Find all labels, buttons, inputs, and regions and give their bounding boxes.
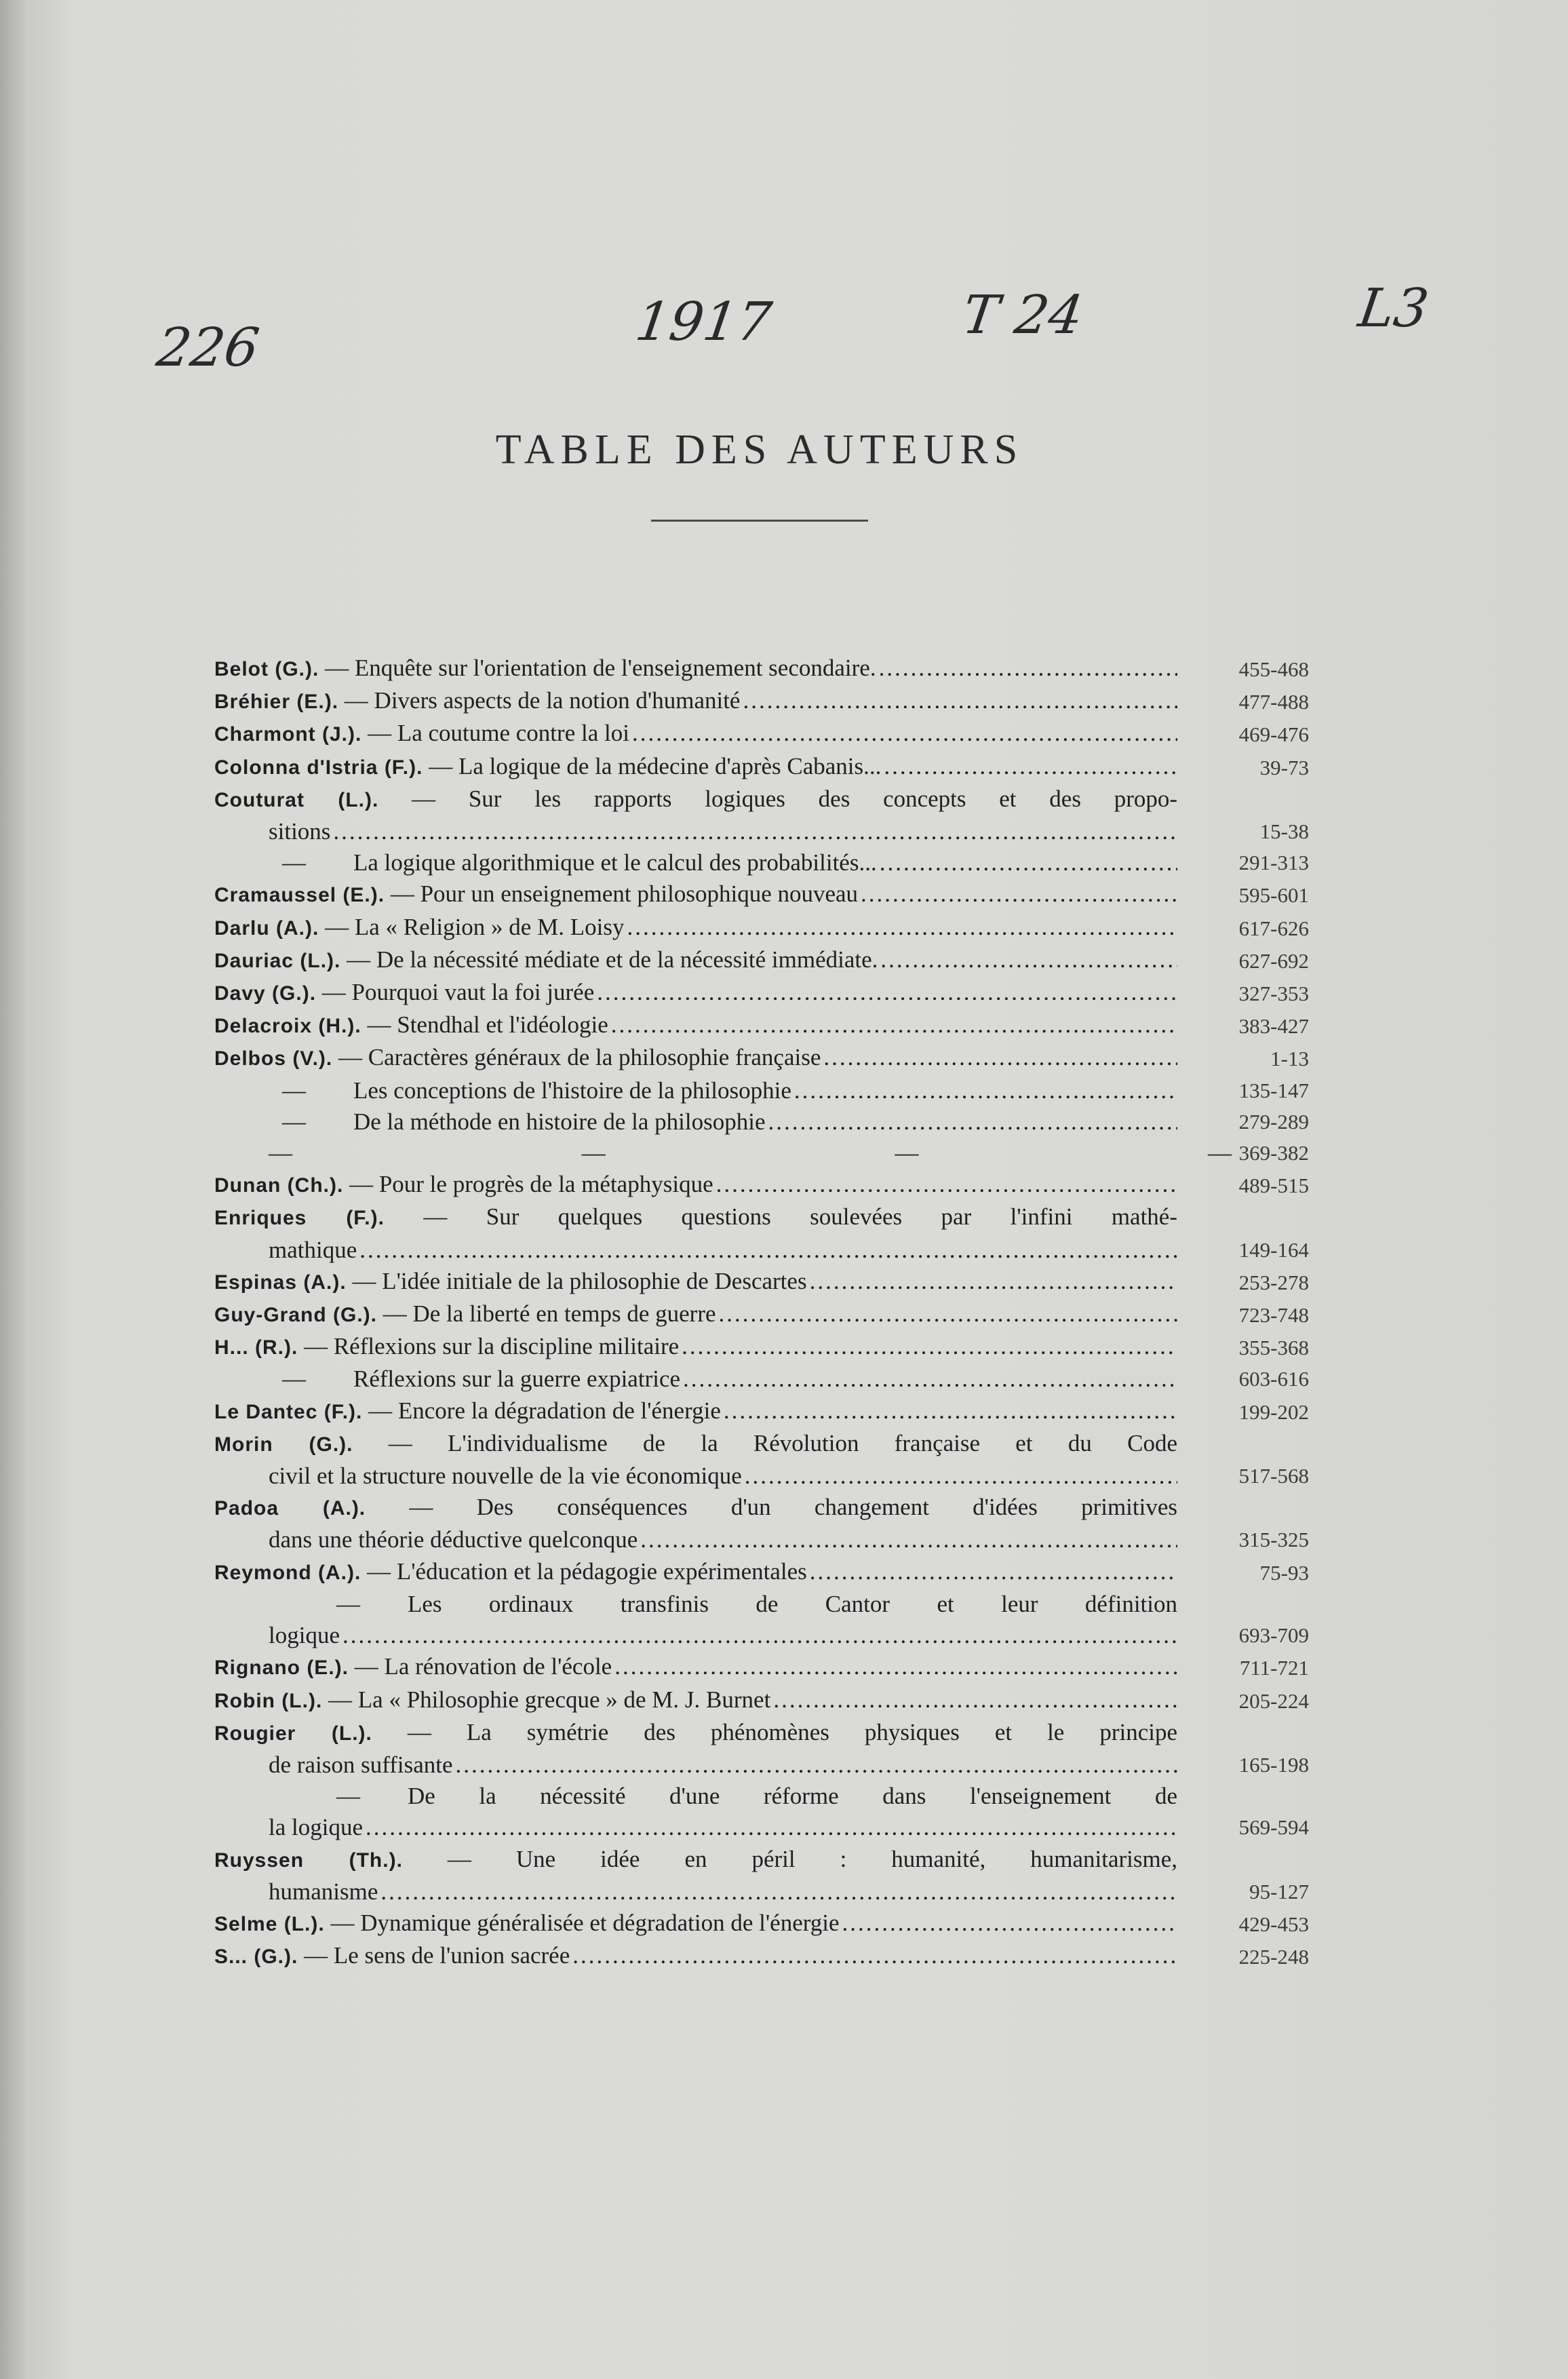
entry-text [282,1363,680,1395]
leader-dots [880,944,1177,975]
page-title: TABLE DES AUTEURS [495,427,1024,473]
leader-dots [682,1331,1177,1362]
entry-text [214,912,624,944]
author-name: Davy (G.). [214,982,317,1005]
entry-line [214,1266,1177,1298]
entry-line [214,1395,1177,1428]
article-title: — L'individualisme de la Révolution française et du Code [388,1429,1177,1456]
entry-text [336,1783,1177,1809]
author-name: Rougier (L.). [214,1722,372,1745]
entry-continuation [214,1461,1177,1492]
author-name: Espinas (A.). [214,1271,347,1294]
page-range: 383-427 [1238,1014,1309,1039]
ditto-dash: — [282,1108,306,1135]
index-entry [214,1556,1309,1589]
entry-line [214,653,1177,685]
entry-text [214,685,740,718]
leader-dots [627,912,1177,943]
author-name: Bréhier (E.). [214,691,339,714]
entry-text [214,1908,840,1940]
author-name: Delacroix (H.). [214,1015,361,1038]
entry-line [214,944,1177,977]
index-entry [214,1651,1309,1684]
entry-line [214,1042,1177,1075]
ditto-dash: — [282,1077,306,1104]
entry-text [282,1075,791,1106]
page-range: 199-202 [1238,1399,1309,1424]
entry-line [214,1169,1177,1201]
page-range: 149-164 [1238,1237,1309,1262]
article-title-cont: de raison suffisante [269,1751,453,1778]
author-name: Le Dantec (F.). [214,1400,363,1423]
article-title: — Réflexions sur la discipline militaire [304,1333,680,1360]
leader-dots [614,1651,1177,1682]
index-entry [214,1169,1309,1201]
article-title: — La « Philosophie grecque » de M. J. Burnet [328,1686,771,1713]
author-name: Delbos (V.). [214,1047,333,1070]
leader-dots [879,653,1177,684]
article-title-cont: sitions [269,818,331,845]
entry-text [214,1331,679,1363]
page-range: 39-73 [1259,755,1309,779]
index-entry [214,1042,1309,1075]
page-range: 165-198 [1238,1752,1309,1777]
leader-dots [380,1876,1177,1908]
leader-dots [842,1908,1177,1939]
index-entry [214,1717,1309,1781]
author-name: Robin (L.). [214,1689,323,1712]
page-range: 15-38 [1259,819,1309,844]
index-entry [214,653,1309,685]
page-range: 75-93 [1259,1560,1309,1585]
index-entry [214,1844,1309,1908]
entry-line [214,685,1177,718]
handwritten-note-left: 226 [153,317,263,379]
leader-dots [745,1461,1177,1492]
article-title-cont: dans une théorie déductive quelconque [269,1526,638,1553]
entry-line [214,1009,1177,1042]
article-title: — La coutume contre la loi [368,720,629,747]
entry-continuation [214,1812,1177,1843]
author-name: Dunan (Ch.). [214,1174,344,1197]
leader-dots [794,1075,1177,1106]
entry-text [214,1009,608,1042]
entry-line [214,1106,1177,1138]
article-title: — Caractères généraux de la philosophie française [338,1044,821,1071]
entry-line [214,1908,1177,1940]
entry-text [214,1651,612,1684]
entry-line [214,1363,1177,1395]
article-title: — De la nécessité médiate et de la nécessité immédiate. [347,946,878,973]
ditto-dash: — [336,1590,360,1617]
article-title: La logique algorithmique et le calcul des probabilités... [353,849,877,876]
entry-text [214,1494,1177,1520]
index-entry [214,847,1309,878]
leader-dots [724,1395,1177,1427]
article-title: — Pourquoi vaut la foi jurée [321,979,595,1006]
index-entry [214,1138,1309,1169]
handwritten-note-tome: T 24 [958,285,1087,346]
index-entry [214,1331,1309,1363]
index-entry [214,1363,1309,1395]
entry-line [214,1428,1177,1461]
entry-line [214,977,1177,1009]
leader-dots [342,1620,1177,1651]
page-range: 627-692 [1238,948,1309,973]
dash-row [214,1138,1232,1169]
leader-dots [768,1106,1177,1138]
page-range: 1-13 [1270,1047,1309,1071]
article-title-cont: civil et la structure nouvelle de la vie économique [269,1463,742,1490]
page-range: 369-382 [1238,1141,1309,1165]
entry-line [214,847,1177,878]
index-entry [214,878,1309,911]
entry-line [214,1844,1177,1876]
article-title: — Une idée en péril : humanité, humanitarisme, [447,1845,1177,1872]
entry-line [214,912,1177,944]
article-title: — Pour le progrès de la métaphysique [349,1171,713,1198]
index-entry [214,944,1309,977]
index-entry [214,1009,1309,1042]
ditto-dash: — [282,849,306,876]
article-title: — La rénovation de l'école [354,1653,612,1680]
author-name: Morin (G.). [214,1433,353,1456]
page-range: 253-278 [1238,1270,1309,1294]
page-range: 327-353 [1238,982,1309,1006]
leader-dots [716,1169,1177,1200]
page-range: 723-748 [1238,1303,1309,1328]
page-range: 603-616 [1238,1367,1309,1391]
index-entry [214,1908,1309,1940]
article-title-cont: humanisme [269,1878,378,1905]
author-name: Cramaussel (E.). [214,884,385,907]
ditto-dash: — [282,1366,306,1393]
entry-text [336,1591,1177,1617]
leader-dots [884,751,1177,782]
entry-text [214,1395,721,1428]
entry-text [214,1846,1177,1872]
article-title: — Pour un enseignement philosophique nouveau [390,881,859,908]
page-range: 455-468 [1238,657,1309,681]
page-range: 95-127 [1249,1879,1309,1903]
article-title-cont: mathique [269,1236,357,1263]
page-range: 711-721 [1239,1656,1309,1680]
leader-dots [359,1235,1177,1266]
entry-line [214,1589,1177,1620]
entry-continuation [214,1620,1177,1651]
page-range: 517-568 [1238,1464,1309,1488]
leader-dots [683,1363,1177,1395]
leader-dots [810,1556,1177,1587]
page-range: 489-515 [1238,1174,1309,1198]
index-entry [214,784,1309,847]
leader-dots [572,1940,1177,1971]
entry-line [214,1075,1177,1106]
index-entry [214,1075,1309,1106]
leader-dots [810,1266,1177,1297]
article-title: Les conceptions de l'histoire de la philosophie [353,1077,791,1104]
index-entry [214,685,1309,718]
entry-line [214,1940,1177,1973]
index-entry [214,1395,1309,1428]
author-name: Darlu (A.). [214,916,319,940]
article-title: — Divers aspects de la notion d'humanité [344,687,741,714]
page-range: 205-224 [1238,1688,1309,1713]
leader-dots [823,1042,1177,1073]
entry-text [214,653,876,685]
entry-text [214,1169,713,1201]
leader-dots [456,1749,1177,1781]
article-title: — Le sens de l'union sacrée [304,1942,570,1969]
entry-line [214,1331,1177,1363]
entry-text [214,1203,1177,1230]
author-name: Dauriac (L.). [214,949,341,972]
entry-line [214,1492,1177,1524]
entry-line [214,1298,1177,1331]
index-entry [214,1589,1309,1651]
ditto-dash: — [336,1783,360,1810]
entry-line [214,878,1177,911]
index-entry [214,1684,1309,1717]
index-entry [214,751,1309,784]
page-range: 693-709 [1238,1623,1309,1648]
article-title: — Encore la dégradation de l'énergie [368,1397,721,1424]
leader-dots [861,878,1177,910]
entry-text [214,1556,807,1589]
entry-text [214,751,881,784]
article-title: — Sur les rapports logiques des concepts et des propo- [412,785,1178,812]
article-title: — Dynamique généralisée et dégradation de l'énergie [330,1909,840,1936]
entry-text [214,977,594,1009]
page-range: 279-289 [1238,1109,1309,1134]
ditto-dash: — [581,1140,606,1167]
entry-text [214,1298,716,1331]
author-name: Reymond (A.). [214,1561,361,1584]
ditto-dash: — [895,1140,919,1167]
index-entry [214,977,1309,1009]
leader-dots [880,847,1177,878]
entry-line [214,1651,1177,1684]
title-rule [651,520,868,522]
entry-text [214,1042,821,1075]
article-title: — De la liberté en temps de guerre [383,1300,716,1328]
entry-line [214,718,1177,750]
ditto-dash: — [1207,1140,1232,1167]
author-name: Padoa (A.). [214,1497,366,1520]
article-title: — L'idée initiale de la philosophie de Descartes [352,1267,807,1294]
entry-line [214,751,1177,784]
page-range: 291-313 [1238,851,1309,875]
article-title: — Des conséquences d'un changement d'idées primitives [409,1494,1178,1521]
leader-dots [773,1684,1177,1716]
entry-text [214,878,858,911]
author-name: S... (G.). [214,1946,298,1969]
leader-dots [640,1524,1177,1555]
article-title-cont: logique [269,1622,340,1649]
entry-line [214,1684,1177,1717]
page-range: 469-476 [1238,722,1309,747]
leader-dots [632,718,1177,749]
entry-text [214,718,629,750]
author-name: H... (R.). [214,1336,298,1359]
article-title: — La « Religion » de M. Loisy [325,913,625,940]
author-name: Belot (G.). [214,658,319,680]
author-name: Guy-Grand (G.). [214,1304,377,1327]
page-range: 355-368 [1238,1336,1309,1360]
entry-text [282,1106,765,1138]
article-title: — La logique de la médecine d'après Cabanis... [429,752,882,779]
author-name: Selme (L.). [214,1912,325,1935]
leader-dots [743,685,1177,716]
entry-text [214,1719,1177,1745]
leader-dots [333,816,1177,847]
index-entry [214,1428,1309,1492]
leader-dots [366,1812,1177,1843]
entry-continuation [214,1749,1177,1781]
page-range: 429-453 [1238,1912,1309,1936]
author-name: Enriques (F.). [214,1207,385,1230]
leader-dots [597,977,1177,1008]
authors-index [214,653,1309,1973]
entry-continuation [214,1235,1177,1266]
entry-line [214,784,1177,816]
author-name: Ruyssen (Th.). [214,1849,403,1872]
page-range: 569-594 [1238,1815,1309,1840]
handwritten-note-right: L3 [1354,278,1432,339]
entry-text [214,944,878,977]
index-entry [214,1201,1309,1265]
article-title: — L'éducation et la pédagogie expérimentales [367,1558,807,1585]
article-title: Réflexions sur la guerre expiatrice [353,1366,681,1393]
entry-line [214,1781,1177,1812]
leader-dots [719,1298,1177,1330]
leader-dots [611,1009,1177,1041]
page-range: 135-147 [1238,1078,1309,1102]
page-range: 225-248 [1238,1945,1309,1969]
entry-text [214,786,1177,812]
entry-line [214,1556,1177,1589]
author-name: Couturat (L.). [214,788,379,811]
page-range: 315-325 [1238,1528,1309,1552]
index-entry [214,912,1309,944]
page-range: 595-601 [1238,883,1309,908]
index-entry [214,1106,1309,1138]
entry-text [214,1430,1177,1456]
article-title: — Sur quelques questions soulevées par l'infini mathé- [423,1203,1177,1231]
author-name: Charmont (J.). [214,723,362,746]
index-entry [214,1781,1309,1843]
article-title: De la méthode en histoire de la philosophie [353,1108,766,1135]
article-title: — Stendhal et l'idéologie [367,1011,608,1039]
entry-continuation [214,816,1177,847]
entry-line [214,1717,1177,1749]
page-range: 617-626 [1238,916,1309,940]
index-entry [214,1298,1309,1331]
article-title: — La symétrie des phénomènes physiques et le principe [407,1718,1178,1745]
handwritten-note-year: 1917 [631,292,775,353]
index-entry [214,1940,1309,1973]
entry-text [214,1266,807,1298]
article-title-cont: la logique [269,1814,363,1841]
index-entry [214,1266,1309,1298]
page-range: 477-488 [1238,690,1309,714]
index-entry [214,1492,1309,1555]
article-title: De la nécessité d'une réforme dans l'enseignement de [408,1783,1177,1810]
index-entry [214,718,1309,750]
article-title: — Enquête sur l'orientation de l'enseignement secondaire. [325,655,876,681]
entry-continuation [214,1524,1177,1555]
entry-text [214,1940,570,1973]
entry-text [214,1684,770,1717]
entry-continuation [214,1876,1177,1908]
entry-line [214,1201,1177,1234]
article-title: Les ordinaux transfinis de Cantor et leur définition [408,1590,1177,1617]
author-name: Rignano (E.). [214,1657,349,1680]
ditto-dash: — [269,1140,292,1167]
author-name: Colonna d'Istria (F.). [214,756,423,779]
entry-text [282,847,877,878]
